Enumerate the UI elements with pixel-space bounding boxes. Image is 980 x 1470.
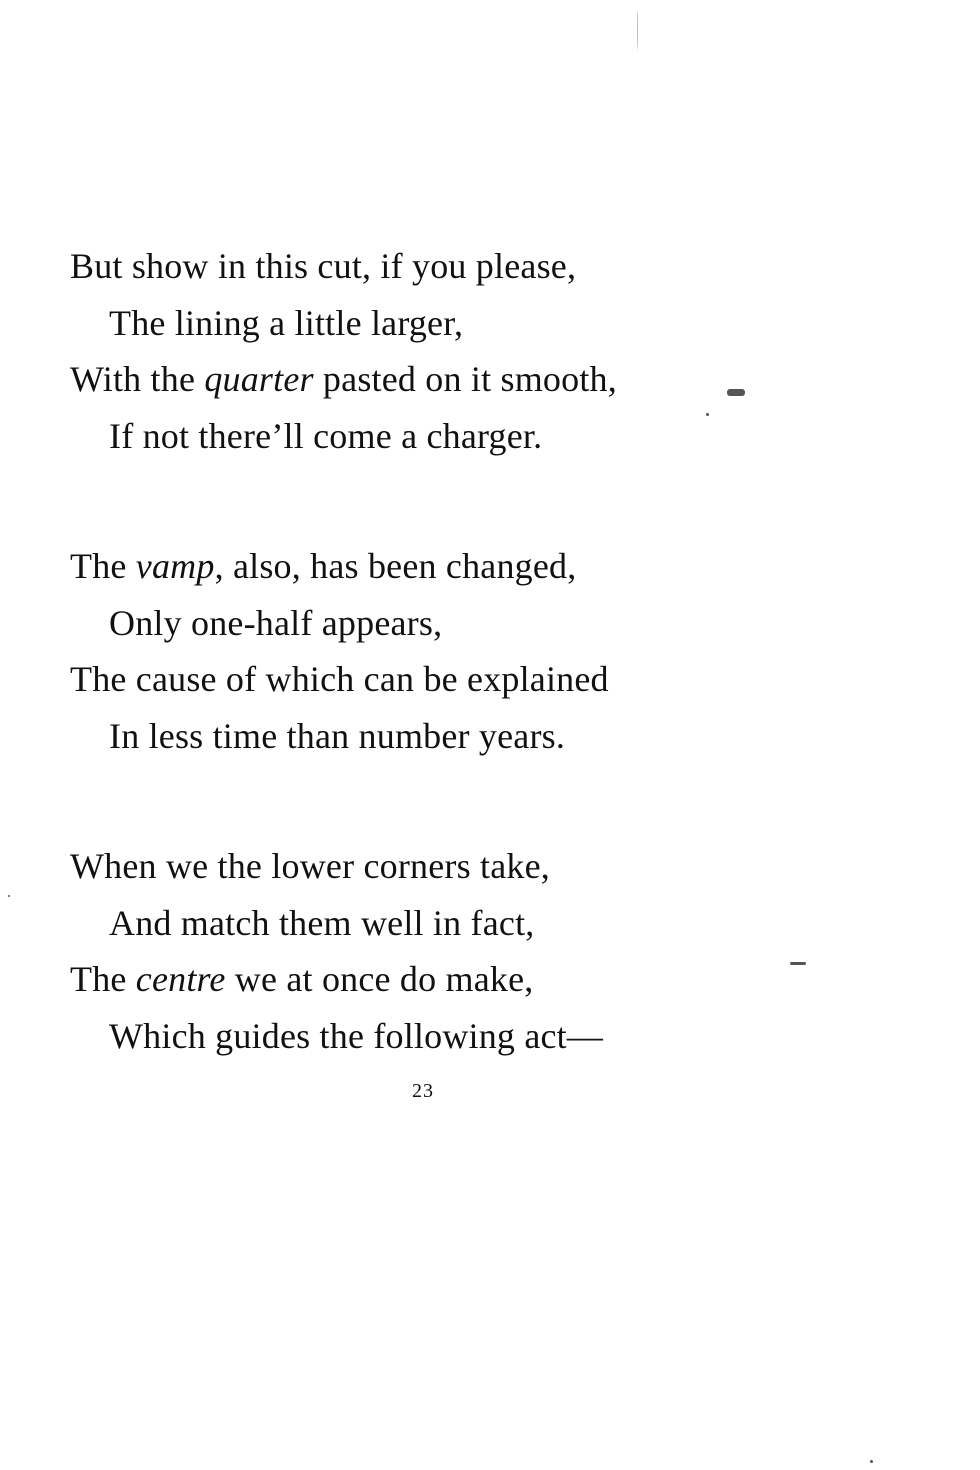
line-text: , also, has been changed, [214,546,577,586]
line-text: pasted on it smooth, [313,359,617,399]
scan-speck [727,389,745,396]
line-text: If not there’ll come a charger. [109,415,543,456]
stanza-1-line-2 [70,295,850,352]
scan-speck [706,413,709,416]
italic-term: vamp [135,546,215,586]
stanza-2 [70,538,850,764]
line-text: The [70,959,136,999]
stanza-1-line-3 [70,351,850,408]
line-text: When we the lower corners take, [70,846,550,886]
stanza-3 [70,838,850,1064]
stanza-3-line-2 [70,895,850,952]
page-number: 23 [412,1080,434,1102]
scan-speck [637,10,638,50]
stanza-2-line-3 [70,651,850,708]
scan-speck [8,895,10,897]
stanza-2-line-2 [70,595,850,652]
stanza-3-line-1 [70,838,850,895]
italic-term: centre [135,959,226,999]
line-text: With the [70,359,205,399]
line-text: The cause of which can be explained [70,659,609,699]
line-text: The [70,546,136,586]
line-text: Which guides the following act— [109,1015,604,1056]
stanza-1-line-4 [70,408,850,465]
scan-speck [870,1460,873,1463]
stanza-3-line-3 [70,951,850,1008]
stanza-2-line-4 [70,708,850,765]
line-text: Only one-half appears, [109,602,443,643]
scan-speck [790,962,806,965]
stanza-1-line-1 [70,238,850,295]
line-text: we at once do make, [225,959,534,999]
stanza-2-line-1 [70,538,850,595]
stanza-3-line-4 [70,1008,850,1065]
italic-term: quarter [204,359,314,399]
stanza-1 [70,238,850,464]
line-text: And match them well in fact, [109,902,535,943]
line-text: The lining a little larger, [109,302,464,343]
line-text: But show in this cut, if you please, [70,246,577,286]
line-text: In less time than number years. [109,715,566,756]
